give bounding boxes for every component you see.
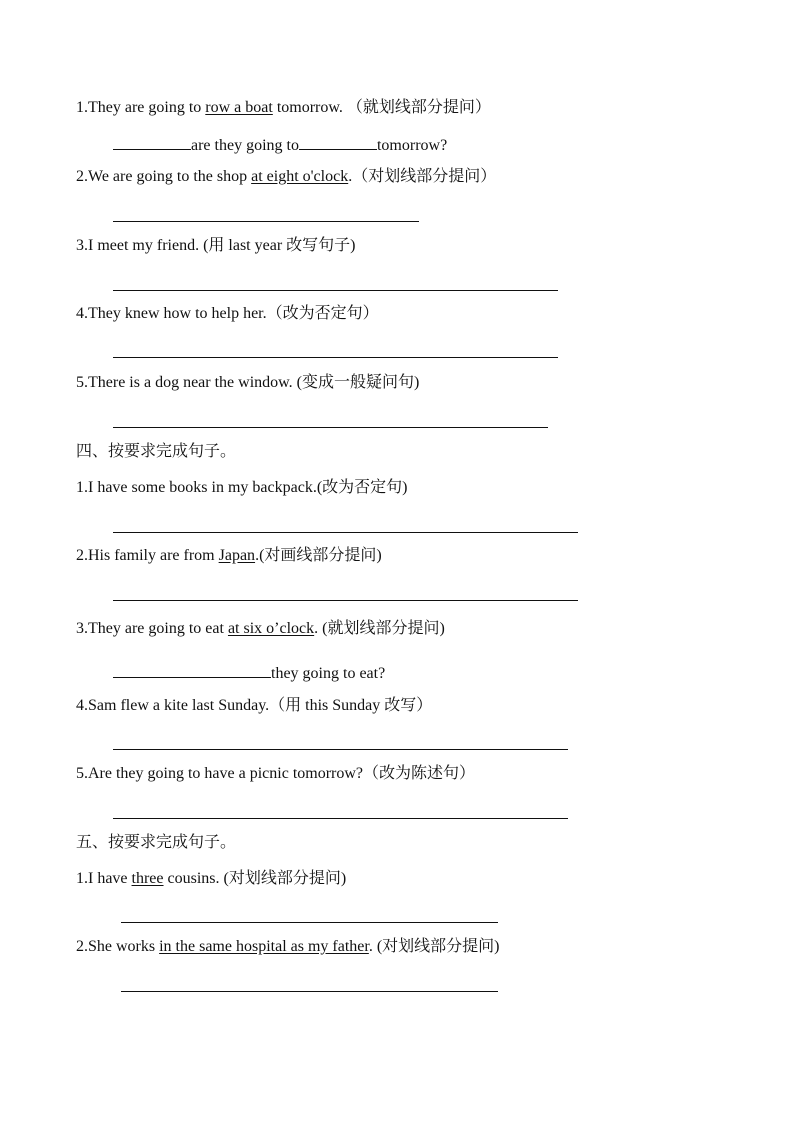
- section-5-heading: 五、按要求完成句子。: [76, 834, 237, 851]
- answer-blank[interactable]: [299, 134, 377, 150]
- answer-line[interactable]: [113, 357, 558, 358]
- question-3-4: 4.They knew how to help her.（改为否定句）: [76, 305, 379, 322]
- answer-line[interactable]: [113, 532, 578, 533]
- underlined-phrase: row a boat: [205, 99, 273, 116]
- underlined-phrase: at six o’clock: [227, 620, 315, 637]
- answer-blank[interactable]: [113, 662, 271, 678]
- question-3-3: 3.I meet my friend. (用 last year 改写句子): [76, 237, 356, 254]
- underlined-phrase: at eight o'clock: [251, 168, 349, 185]
- question-5-1: 1.I have three cousins. (对划线部分提问): [76, 870, 347, 887]
- question-4-2: 2.His family are from Japan.(对画线部分提问): [76, 547, 382, 564]
- underlined-phrase: Japan: [218, 547, 256, 564]
- answer-line[interactable]: [121, 991, 498, 992]
- answer-line[interactable]: [113, 600, 578, 601]
- answer-line[interactable]: [113, 818, 568, 819]
- answer-line[interactable]: [113, 749, 568, 750]
- answer-blank[interactable]: [113, 134, 191, 150]
- answer-line-3-1: are they going to tomorrow?: [113, 134, 447, 156]
- answer-line[interactable]: [121, 922, 498, 923]
- question-3-5: 5.There is a dog near the window. (变成一般疑问句): [76, 374, 420, 391]
- question-4-5: 5.Are they going to have a picnic tomorrow?（改为陈述句）: [76, 765, 476, 782]
- question-4-1: 1.I have some books in my backpack.(改为否定句): [76, 479, 408, 496]
- question-4-4: 4.Sam flew a kite last Sunday.（用 this Sunday 改写）: [76, 697, 433, 714]
- answer-line[interactable]: [113, 221, 419, 222]
- underlined-phrase: in the same hospital as my father: [159, 938, 369, 955]
- answer-line[interactable]: [113, 290, 558, 291]
- question-5-2: 2.She works in the same hospital as my father. (对划线部分提问): [76, 938, 500, 955]
- underlined-phrase: three: [131, 870, 164, 887]
- answer-line[interactable]: [113, 427, 548, 428]
- answer-line-4-3: they going to eat?: [113, 662, 385, 684]
- section-4-heading: 四、按要求完成句子。: [76, 443, 237, 460]
- question-3-2: 2.We are going to the shop at eight o'clock.（对划线部分提问）: [76, 168, 497, 185]
- question-3-1: 1.They are going to row a boat tomorrow. （就划线部分提问）: [76, 99, 491, 116]
- question-4-3: 3.They are going to eat at six o’clock. (就划线部分提问): [76, 620, 445, 637]
